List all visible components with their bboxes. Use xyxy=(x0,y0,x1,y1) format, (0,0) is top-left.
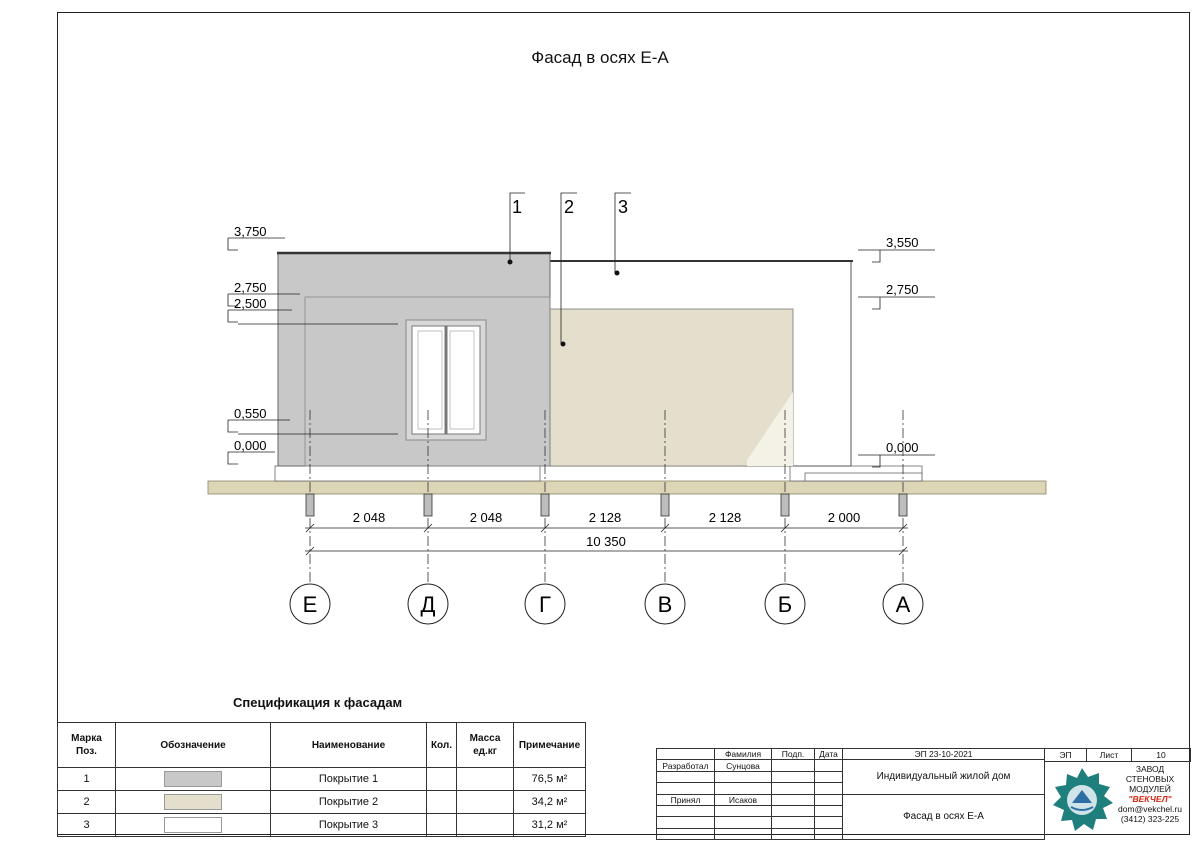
header-name: Наименование xyxy=(271,723,427,768)
header-mark: Марка Поз. xyxy=(58,723,116,768)
row-mass xyxy=(457,814,514,837)
row-mark: 3 xyxy=(58,814,116,837)
dim-4: 2 128 xyxy=(708,510,742,525)
company-logo xyxy=(1047,765,1117,835)
elev-left-4: 0,550 xyxy=(234,406,267,421)
row-mass xyxy=(457,768,514,791)
stamp-col-sign: Подп. xyxy=(772,749,815,760)
company-brand: "ВЕКЧЕЛ" xyxy=(1128,794,1172,804)
row-name: Покрытие 3 xyxy=(271,814,427,837)
header-qty: Кол. xyxy=(427,723,457,768)
row-mark: 1 xyxy=(58,768,116,791)
row-note: 34,2 м² xyxy=(514,791,586,814)
step xyxy=(805,473,922,481)
dim-3: 2 128 xyxy=(588,510,622,525)
axis-label-6: А xyxy=(895,592,911,617)
row-mark: 2 xyxy=(58,791,116,814)
company-email: dom@vekchel.ru xyxy=(1118,804,1182,814)
row-note: 31,2 м² xyxy=(514,814,586,837)
dim-total: 10 350 xyxy=(586,534,626,549)
row-swatch xyxy=(116,814,271,837)
elev-left-1: 3,750 xyxy=(234,224,267,239)
stamp-sheet-number: 10 xyxy=(1132,749,1191,762)
row-swatch xyxy=(116,791,271,814)
stamp-accepted-label: Принял xyxy=(657,794,715,805)
row-mass xyxy=(457,791,514,814)
spec-title: Спецификация к фасадам xyxy=(233,695,403,710)
stamp-stage: ЭП xyxy=(1045,749,1087,762)
title-block xyxy=(656,748,1190,835)
elev-right-3: 0,000 xyxy=(886,440,919,455)
header-mass: Масса ед.кг xyxy=(457,723,514,768)
stamp-project: Индивидуальный жилой дом xyxy=(843,760,1045,794)
stamp-developed-name: Сунцова xyxy=(715,760,772,771)
stamp-developed-label: Разработал xyxy=(657,760,715,771)
elev-left-2: 2,750 xyxy=(234,280,267,295)
axis-label-5: Б xyxy=(777,592,793,617)
row-qty xyxy=(427,768,457,791)
table-row xyxy=(58,768,586,791)
header-note: Примечание xyxy=(514,723,586,768)
dim-1: 2 048 xyxy=(352,510,386,525)
sheet-table xyxy=(1044,748,1191,762)
company-logo-box xyxy=(1044,765,1191,835)
row-name: Покрытие 1 xyxy=(271,768,427,791)
callout-1: 1 xyxy=(512,197,523,217)
drawing-title: Фасад в осях Е-А xyxy=(531,48,669,67)
header-designation: Обозначение xyxy=(116,723,271,768)
row-note: 76,5 м² xyxy=(514,768,586,791)
company-phone: (3412) 323-225 xyxy=(1120,814,1180,824)
callout-2: 2 xyxy=(564,197,575,217)
table-row xyxy=(58,814,586,837)
covering-2-area xyxy=(550,309,793,466)
ground-strip xyxy=(208,481,1046,494)
axis-label-1: Е xyxy=(302,592,318,617)
row-qty xyxy=(427,814,457,837)
company-line-3: МОДУЛЕЙ xyxy=(1129,784,1171,794)
row-qty xyxy=(427,791,457,814)
company-info xyxy=(1115,764,1185,824)
swatch-covering-2 xyxy=(164,794,222,810)
elev-right-1: 3,550 xyxy=(886,235,919,250)
row-swatch xyxy=(116,768,271,791)
company-line-2: СТЕНОВЫХ xyxy=(1125,774,1175,784)
elev-left-3: 2,500 xyxy=(234,296,267,311)
spec-table xyxy=(57,722,586,837)
swatch-covering-3 xyxy=(164,817,222,833)
row-name: Покрытие 2 xyxy=(271,791,427,814)
callout-3: 3 xyxy=(618,197,629,217)
stamp-code: ЭП 23-10-2021 xyxy=(843,749,1045,760)
stamp-col-surname: Фамилия xyxy=(715,749,772,760)
dim-2: 2 048 xyxy=(469,510,503,525)
stamp-col-date: Дата xyxy=(815,749,843,760)
dim-5: 2 000 xyxy=(827,510,861,525)
title-block-table xyxy=(656,748,1045,840)
stamp-sheet-title: Фасад в осях Е-А xyxy=(843,794,1045,840)
axis-bubbles xyxy=(290,584,923,624)
table-row xyxy=(58,791,586,814)
axis-label-3: Г xyxy=(539,592,551,617)
plinth xyxy=(275,466,540,481)
stamp-sheet-label: Лист xyxy=(1087,749,1132,762)
stamp-accepted-name: Исаков xyxy=(715,794,772,805)
axis-label-2: Д xyxy=(420,592,436,617)
elev-right-2: 2,750 xyxy=(886,282,919,297)
company-line-1: ЗАВОД xyxy=(1135,764,1165,774)
axis-label-4: В xyxy=(657,592,673,617)
elev-left-5: 0,000 xyxy=(234,438,267,453)
swatch-covering-1 xyxy=(164,771,222,787)
